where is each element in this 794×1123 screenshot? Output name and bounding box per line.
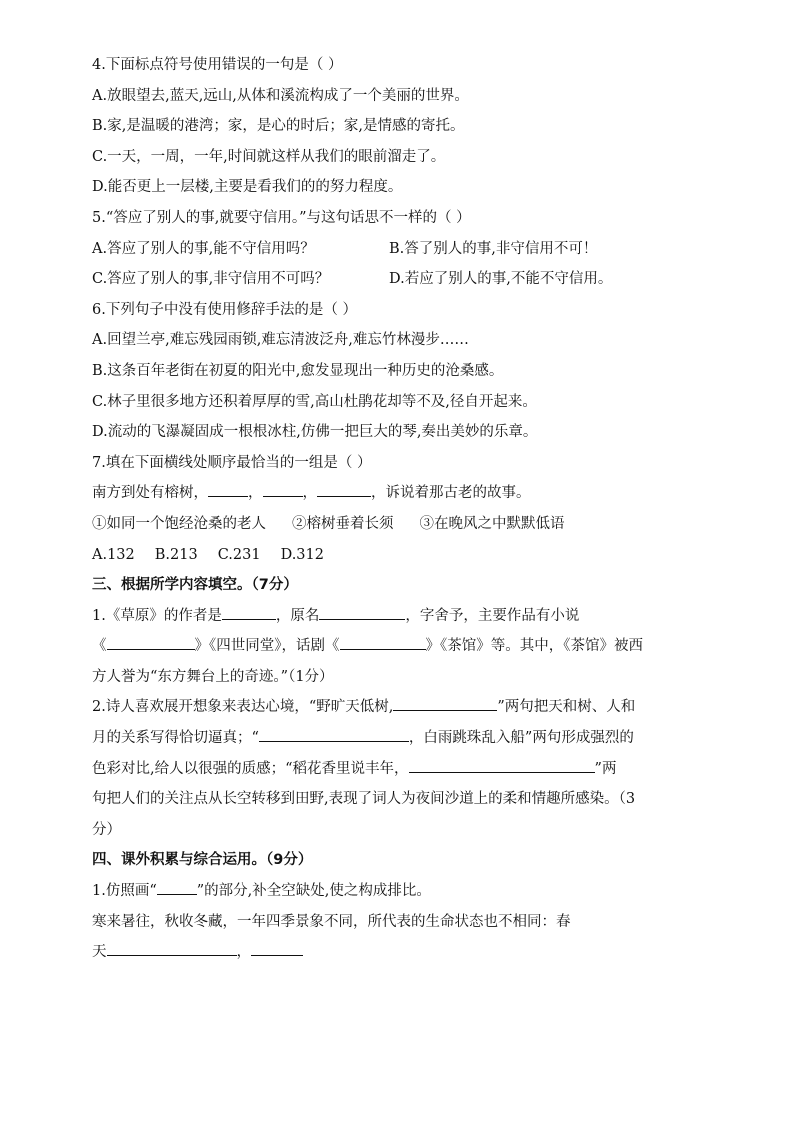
q7-blank-3[interactable] — [317, 478, 371, 497]
q7-comma-1: ， — [248, 485, 263, 502]
q6-option-b: B.这条百年老街在初夏的阳光中,愈发显现出一种历史的沧桑感。 — [92, 362, 504, 379]
s4-q1-line2: 寒来暑往，秋收冬藏，一年四季景象不同，所代表的生命状态也不相同：春 — [92, 913, 571, 930]
q6-option-a: A.回望兰亭,难忘残园雨锁,难忘清波泛舟,难忘竹林漫步…… — [92, 332, 469, 349]
q7-option-d: D.312 — [280, 546, 324, 563]
q4-option-b: B.家,是温暖的港湾；家，是心的时后；家,是情感的寄托。 — [92, 118, 465, 135]
s3-q2-text-1: 2.诗人喜欢展开想象来表达心境，“野旷天低树, — [92, 699, 394, 716]
q5-options-row-2 — [92, 264, 706, 295]
s4-q1-text-3: 天 — [92, 944, 107, 961]
q7-sentence-start: 南方到处有榕树， — [92, 485, 208, 502]
s4-q1-line1 — [92, 876, 706, 907]
s3-q1-text-6: 》《茶馆》等。其中，《茶馆》被西 — [425, 638, 643, 655]
q7-comma-2: ， — [302, 485, 317, 502]
s3-q2-line4: 句把人们的关注点从长空转移到田野,表现了词人为夜间沙道上的柔和情趣所感染。（3 — [92, 791, 636, 808]
q7-option-c: C.231 — [217, 546, 261, 563]
q6-stem: 6.下列句子中没有使用修辞手法的是（ ） — [92, 301, 357, 318]
q7-option-a: A.132 — [92, 546, 135, 563]
s3-q1-blank-drama[interactable] — [340, 631, 426, 650]
s4-q1-text-1: 1.仿照画“ — [92, 883, 157, 900]
exam-content — [92, 50, 706, 968]
s3-q2-text-6: ”两 — [594, 760, 617, 777]
s4-q1-blank-next[interactable] — [251, 937, 303, 956]
s3-q1-line1 — [92, 601, 706, 632]
s3-q2-line2 — [92, 723, 706, 754]
section4-heading: 四、课外积累与综合运用。（9分） — [92, 852, 313, 869]
q7-option-b: B.213 — [154, 546, 198, 563]
s3-q2-line1 — [92, 692, 706, 723]
q7-stem: 7.填在下面横线处顺序最恰当的一组是（ ） — [92, 454, 372, 471]
s3-q1-line3: 方人誉为“东方舞台上的奇迹。”（1分） — [92, 668, 334, 685]
s3-q1-blank-novel[interactable] — [107, 631, 195, 650]
q4-stem: 4.下面标点符号使用错误的一句是（ ） — [92, 57, 343, 73]
q7-item-2: ②榕树垂着长须 — [292, 515, 394, 532]
section3-heading: 三、根据所学内容填空。（7分） — [92, 577, 298, 594]
s3-q2-text-2: ”两句把天和树、人和 — [497, 699, 636, 716]
q4-option-d: D.能否更上一层楼,主要是看我们的的努力程度。 — [92, 179, 403, 196]
q7-blank-2[interactable] — [263, 478, 303, 497]
q4-option-a: A.放眼望去,蓝天,远山,从体和溪流构成了一个美丽的世界。 — [92, 87, 469, 104]
q5-option-a: A.答应了别人的事,能不守信用吗？ — [92, 240, 315, 257]
s4-q1-blank-spring[interactable] — [107, 937, 237, 956]
q5-option-d: D.若应了别人的事,不能不守信用。 — [389, 271, 613, 288]
q4-option-c: C.一天，一周，一年,时间就这样从我们的眼前溜走了。 — [92, 148, 446, 165]
s4-q1-text-4: ， — [236, 944, 251, 961]
s3-q1-line2 — [92, 631, 706, 662]
s3-q2-text-3: 月的关系写得恰切逼真；“ — [92, 730, 259, 747]
s3-q1-blank-author[interactable] — [222, 601, 276, 620]
q7-sentence-end: ，诉说着那古老的故事。 — [371, 485, 531, 502]
s3-q2-line5: 分） — [92, 821, 121, 838]
s3-q1-blank-name[interactable] — [319, 601, 405, 620]
q6-option-d: D.流动的飞瀑凝固成一根根冰柱,仿佛一把巨大的琴,奏出美妙的乐章。 — [92, 424, 538, 441]
s3-q2-text-4: ，白雨跳珠乱入船”两句形成强烈的 — [408, 730, 634, 747]
s3-q1-text-1: 1.《草原》的作者是 — [92, 607, 222, 624]
s4-q1-text-2: ”的部分,补全空缺处,使之构成排比。 — [196, 883, 431, 900]
s3-q1-text-4: 《 — [92, 638, 107, 655]
q6-option-c: C.林子里很多地方还积着厚厚的雪,高山杜鹃花却等不及,径自开起来。 — [92, 393, 537, 410]
s3-q1-text-2: ，原名 — [275, 607, 320, 624]
s3-q2-blank-1[interactable] — [393, 692, 497, 711]
s3-q2-text-5: 色彩对比,给人以很强的质感；“稻花香里说丰年， — [92, 760, 409, 777]
s3-q1-text-5: 》《四世同堂》，话剧《 — [194, 638, 340, 655]
q5-stem: 5.“答应了别人的事,就要守信用。”与这句话思不一样的（ ） — [92, 209, 471, 226]
s3-q2-blank-3[interactable] — [409, 754, 595, 773]
s4-q1-line3 — [92, 937, 706, 968]
q7-items — [92, 509, 706, 540]
s3-q1-text-3: ，字舍予，主要作品有小说 — [405, 607, 580, 624]
q5-option-c: C.答应了别人的事,非守信用不可吗？ — [92, 271, 330, 288]
q7-item-3: ③在晚风之中默默低语 — [419, 515, 565, 532]
q5-option-b: B.答了别人的事,非守信用不可！ — [389, 240, 598, 257]
s3-q2-blank-2[interactable] — [259, 723, 409, 742]
s3-q2-line3 — [92, 754, 706, 785]
s4-q1-sample-blank — [157, 876, 197, 895]
q7-options — [92, 540, 706, 571]
q7-item-1: ①如同一个饱经沧桑的老人 — [92, 515, 266, 532]
q7-sentence — [92, 478, 706, 509]
q5-options-row-1 — [92, 234, 706, 265]
q7-blank-1[interactable] — [208, 478, 248, 497]
